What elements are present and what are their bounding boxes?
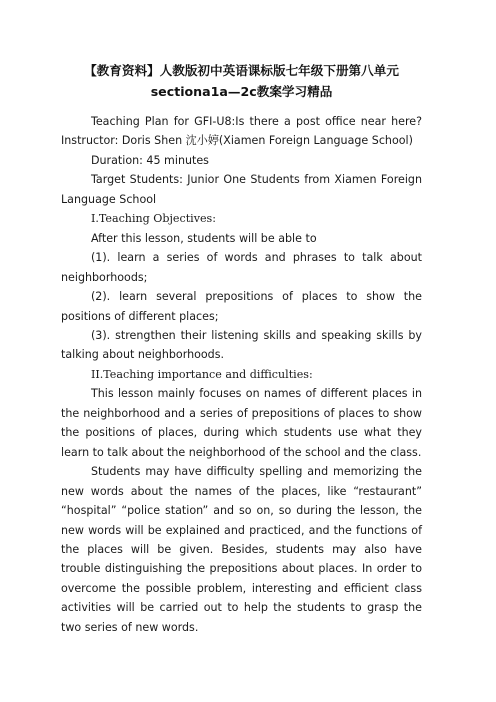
- importance-heading: II.Teaching importance and difficulties:: [90, 367, 313, 381]
- difficulties-paragraph: Students may have difficulty spelling and memorizing the new words about the names of the places, like “restaurant” “hospital” “police station” and so on, so during the lesson, the new words will be explained and practiced, and the functions of the places will be given. Besides, students may also have trouble distinguishing the prepositions about places. In order to overcome the possible problem, interesting and efficient class activities will be carried out to help the students to grasp the two series of new words.: [61, 465, 422, 634]
- objective-item-3: (3). strengthen their listening skills and speaking skills by talking about neighborhoods.: [61, 328, 422, 362]
- target-students-paragraph: Target Students: Junior One Students from Xiamen Foreign Language School: [61, 173, 422, 206]
- document-page: [61, 60, 422, 637]
- objectives-intro: After this lesson, students will be able to: [90, 231, 317, 245]
- importance-paragraph: This lesson mainly focuses on names of different places in the neighborhood and a series of prepositions of places to show the positions of places, during which students use what they learn to talk about the neighborhood of the school and the class.: [61, 387, 422, 459]
- objective-item-1: (1). learn a series of words and phrases to talk about neighborhoods;: [61, 251, 422, 284]
- objectives-heading: I.Teaching Objectives:: [90, 212, 216, 226]
- duration-paragraph: Duration: 45 minutes: [90, 153, 209, 167]
- teaching-plan-paragraph: Teaching Plan for GFI-U8:Is there a post office near here? Instructor: Doris Shen 沈小婷(Xiamen Foreign Language School): [61, 115, 422, 148]
- document-title-line-2: sectiona1a—2c教案学习精品: [150, 84, 333, 99]
- objective-item-2: (2). learn several prepositions of places to show the positions of different places;: [61, 290, 422, 323]
- document-title-line-1: 【教育资料】人教版初中英语课标版七年级下册第八单元: [84, 63, 399, 78]
